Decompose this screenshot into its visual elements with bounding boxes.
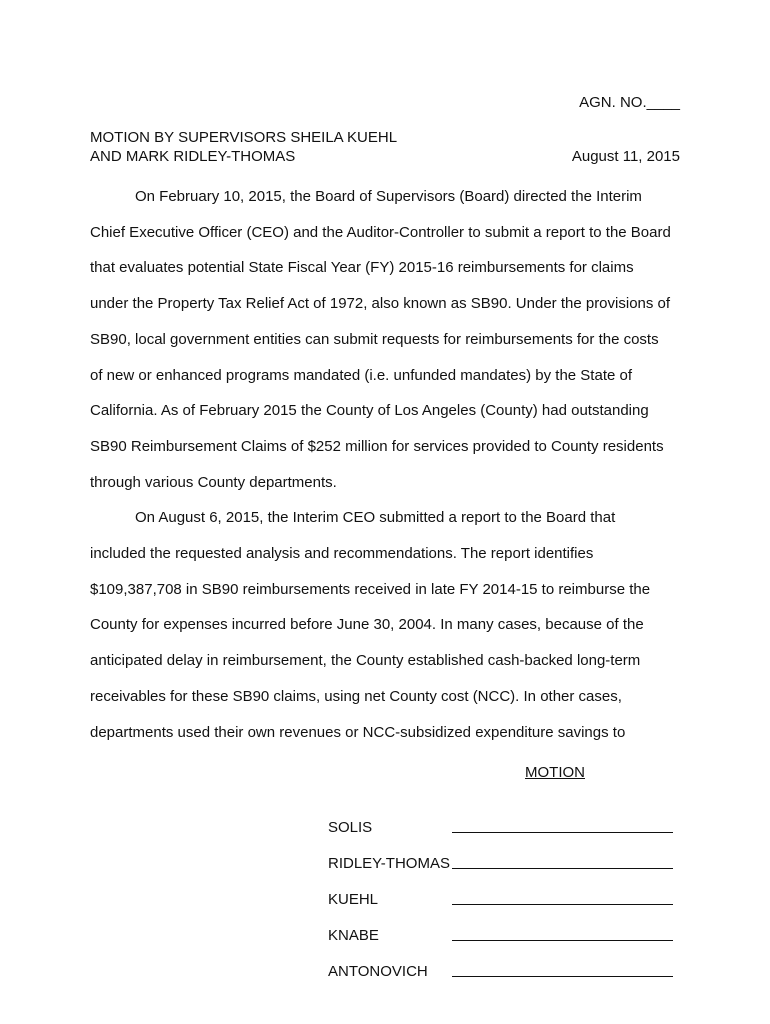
body-line: Chief Executive Officer (CEO) and the Auditor-Controller to submit a report to the Board bbox=[90, 223, 671, 241]
body-line: $109,387,708 in SB90 reimbursements received in late FY 2014-15 to reimburse the bbox=[90, 580, 651, 598]
header-line-1: MOTION BY SUPERVISORS SHEILA KUEHL bbox=[90, 129, 398, 146]
body-line: that evaluates potential State Fiscal Year (FY) 2015-16 reimbursements for claims bbox=[90, 259, 634, 277]
body-line: receivables for these SB90 claims, using net County cost (NCC). In other cases, bbox=[90, 687, 622, 705]
body-line: On February 10, 2015, the Board of Supervisors (Board) directed the Interim bbox=[135, 188, 642, 205]
supervisor-name: KNABE bbox=[328, 927, 379, 944]
supervisor-name: SOLIS bbox=[328, 819, 373, 836]
body-line: anticipated delay in reimbursement, the County established cash-backed long-term bbox=[90, 652, 641, 670]
vote-row-kuehl bbox=[328, 872, 673, 908]
body-line: On August 6, 2015, the Interim CEO submitted a report to the Board that bbox=[135, 509, 616, 527]
body-line: of new or enhanced programs mandated (i.e. unfunded mandates) by the State of bbox=[90, 366, 633, 384]
signature-line bbox=[452, 890, 673, 905]
motion-header bbox=[90, 128, 680, 166]
signature-line bbox=[452, 854, 673, 869]
vote-row-antonovich bbox=[328, 944, 673, 980]
motion-body bbox=[90, 179, 685, 750]
motion-title: MOTION bbox=[525, 764, 585, 781]
vote-row-solis bbox=[328, 800, 673, 836]
body-line: through various County departments. bbox=[90, 473, 337, 491]
body-line: included the requested analysis and recommendations. The report identifies bbox=[90, 545, 594, 563]
body-line: California. As of February 2015 the County of Los Angeles (County) had outstanding bbox=[90, 402, 649, 420]
signature-line bbox=[452, 926, 673, 941]
supervisor-name: KUEHL bbox=[328, 891, 379, 908]
vote-list bbox=[328, 800, 673, 980]
supervisor-name: RIDLEY-THOMAS bbox=[328, 855, 450, 872]
header-line-2: AND MARK RIDLEY-THOMAS bbox=[90, 148, 296, 165]
body-line: SB90, local government entities can submit requests for reimbursements for the costs bbox=[90, 330, 659, 348]
motion-date: August 11, 2015 bbox=[571, 148, 680, 165]
body-line: under the Property Tax Relief Act of 1972, also known as SB90. Under the provisions of bbox=[90, 295, 671, 313]
vote-row-knabe bbox=[328, 908, 673, 944]
vote-row-ridley-thomas bbox=[328, 836, 673, 872]
supervisor-name: ANTONOVICH bbox=[328, 963, 428, 980]
body-line: County for expenses incurred before June 30, 2004. In many cases, because of the bbox=[90, 616, 644, 634]
body-line: SB90 Reimbursement Claims of $252 million for services provided to County residents bbox=[90, 437, 664, 455]
body-line: departments used their own revenues or NCC-subsidized expenditure savings to bbox=[90, 723, 626, 741]
signature-line bbox=[452, 962, 673, 977]
signature-line bbox=[452, 818, 673, 833]
agenda-number: AGN. NO.____ bbox=[579, 94, 680, 111]
